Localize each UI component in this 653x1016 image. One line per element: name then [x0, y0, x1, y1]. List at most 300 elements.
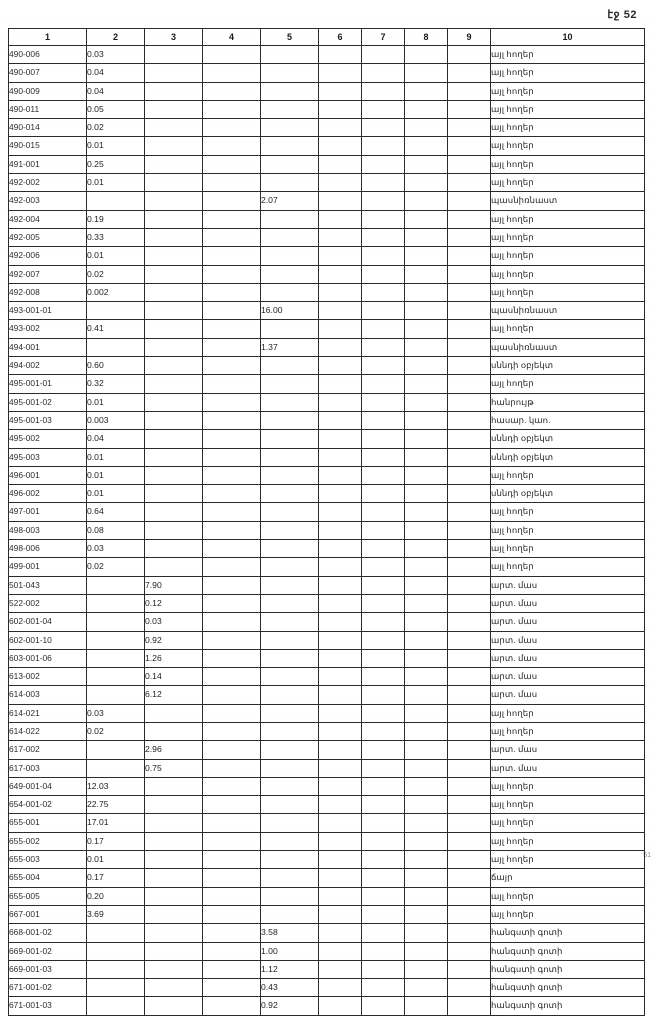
cell-code: 668-001-02	[9, 924, 87, 942]
cell-col2: 0.01	[87, 247, 145, 265]
cell-col5	[261, 905, 319, 923]
cell-col6	[319, 942, 362, 960]
cell-col6	[319, 430, 362, 448]
table-row	[9, 247, 645, 265]
cell-col6	[319, 320, 362, 338]
cell-col6	[319, 192, 362, 210]
cell-col4	[203, 174, 261, 192]
cell-col8	[405, 192, 448, 210]
cell-note: այլ հողեր	[491, 137, 645, 155]
cell-col6	[319, 46, 362, 64]
column-header-2: 2	[87, 29, 145, 46]
cell-code: 617-002	[9, 741, 87, 759]
cell-col9	[448, 704, 491, 722]
cell-code: 490-011	[9, 100, 87, 118]
cell-note: սննդի օբյեկտ	[491, 485, 645, 503]
cell-col7	[362, 247, 405, 265]
cell-note: այլ հողեր	[491, 82, 645, 100]
cell-col6	[319, 905, 362, 923]
cell-note: այլ հողեր	[491, 503, 645, 521]
cell-col4	[203, 979, 261, 997]
cell-note: այլ հողեր	[491, 832, 645, 850]
table-row	[9, 905, 645, 923]
table-row	[9, 357, 645, 375]
cell-col5	[261, 357, 319, 375]
cell-col6	[319, 448, 362, 466]
table-row	[9, 265, 645, 283]
cell-col5	[261, 448, 319, 466]
cell-col8	[405, 375, 448, 393]
table-row	[9, 759, 645, 777]
column-header-1: 1	[9, 29, 87, 46]
cell-col7	[362, 100, 405, 118]
cell-col7	[362, 558, 405, 576]
cell-col4	[203, 814, 261, 832]
cell-code: 654-001-02	[9, 796, 87, 814]
cell-code: 669-001-02	[9, 942, 87, 960]
cell-note: արտ. մաս	[491, 668, 645, 686]
cell-col2	[87, 686, 145, 704]
column-header-9: 9	[448, 29, 491, 46]
cell-col3	[145, 393, 203, 411]
cell-col6	[319, 100, 362, 118]
table-row	[9, 777, 645, 795]
cell-col9	[448, 210, 491, 228]
cell-note: արտ. մաս	[491, 631, 645, 649]
cell-col4	[203, 485, 261, 503]
cell-col8	[405, 613, 448, 631]
cell-col9	[448, 192, 491, 210]
cell-code: 602-001-04	[9, 613, 87, 631]
cell-col8	[405, 485, 448, 503]
cell-col6	[319, 521, 362, 539]
cell-col9	[448, 503, 491, 521]
cell-code: 493-001-01	[9, 302, 87, 320]
cell-col4	[203, 796, 261, 814]
cell-col4	[203, 320, 261, 338]
cell-note: արտ. մաս	[491, 759, 645, 777]
cell-col4	[203, 997, 261, 1015]
cell-col5: 3.58	[261, 924, 319, 942]
cell-col2: 0.19	[87, 210, 145, 228]
cell-col6	[319, 594, 362, 612]
cell-code: 671-001-02	[9, 979, 87, 997]
cell-col7	[362, 503, 405, 521]
cell-code: 495-001-02	[9, 393, 87, 411]
table-row	[9, 722, 645, 740]
cell-note: այլ հողեր	[491, 558, 645, 576]
table-row	[9, 192, 645, 210]
cell-col6	[319, 777, 362, 795]
table-row	[9, 466, 645, 484]
cell-col2: 0.60	[87, 357, 145, 375]
cell-col2	[87, 979, 145, 997]
cell-code: 498-006	[9, 540, 87, 558]
cell-code: 490-007	[9, 64, 87, 82]
cell-col9	[448, 613, 491, 631]
cell-col9	[448, 119, 491, 137]
cell-note: արտ. մաս	[491, 576, 645, 594]
table-row	[9, 338, 645, 356]
cell-col9	[448, 430, 491, 448]
cell-col3	[145, 448, 203, 466]
cell-col3	[145, 119, 203, 137]
table-row	[9, 832, 645, 850]
cell-col6	[319, 393, 362, 411]
table-row	[9, 448, 645, 466]
cell-note: հանրույթ	[491, 393, 645, 411]
cell-note: այլ հողեր	[491, 777, 645, 795]
cell-col6	[319, 851, 362, 869]
cell-col9	[448, 869, 491, 887]
cell-col9	[448, 375, 491, 393]
cell-note: այլ հողեր	[491, 722, 645, 740]
cell-col2: 0.02	[87, 119, 145, 137]
side-margin-mark: 51	[643, 852, 651, 859]
cell-col4	[203, 357, 261, 375]
cell-col8	[405, 46, 448, 64]
cell-col5	[261, 887, 319, 905]
cell-col6	[319, 228, 362, 246]
cell-col7	[362, 521, 405, 539]
cell-col3: 6.12	[145, 686, 203, 704]
cell-col8	[405, 357, 448, 375]
cell-col6	[319, 210, 362, 228]
cell-code: 492-007	[9, 265, 87, 283]
cell-code: 669-001-03	[9, 960, 87, 978]
cell-col8	[405, 283, 448, 301]
cell-col4	[203, 503, 261, 521]
cell-col2: 3.69	[87, 905, 145, 923]
cell-col7	[362, 228, 405, 246]
cell-col2: 0.04	[87, 82, 145, 100]
cell-col7	[362, 905, 405, 923]
cell-col7	[362, 796, 405, 814]
cell-col6	[319, 722, 362, 740]
cell-col7	[362, 540, 405, 558]
cell-col5	[261, 411, 319, 429]
cell-note: այլ հողեր	[491, 247, 645, 265]
cell-col4	[203, 613, 261, 631]
cell-code: 655-003	[9, 851, 87, 869]
cell-col9	[448, 466, 491, 484]
cell-col8	[405, 631, 448, 649]
cell-code: 614-003	[9, 686, 87, 704]
cell-col2	[87, 997, 145, 1015]
cell-col2: 0.03	[87, 540, 145, 558]
cell-col2	[87, 668, 145, 686]
cell-col4	[203, 924, 261, 942]
cell-note: սննդի օբյեկտ	[491, 448, 645, 466]
cell-col8	[405, 247, 448, 265]
cell-col6	[319, 668, 362, 686]
cell-code: 492-002	[9, 174, 87, 192]
cell-code: 496-001	[9, 466, 87, 484]
cell-code: 655-004	[9, 869, 87, 887]
cell-col2: 0.02	[87, 265, 145, 283]
cell-col5	[261, 686, 319, 704]
table-row	[9, 283, 645, 301]
cell-col3	[145, 942, 203, 960]
cell-col3	[145, 302, 203, 320]
cell-col2: 0.04	[87, 430, 145, 448]
cell-col3: 2.96	[145, 741, 203, 759]
cell-col5	[261, 485, 319, 503]
cell-code: 495-001-01	[9, 375, 87, 393]
cell-col5	[261, 668, 319, 686]
cell-col9	[448, 942, 491, 960]
table-row	[9, 942, 645, 960]
cell-col7	[362, 411, 405, 429]
cell-col4	[203, 869, 261, 887]
cell-col7	[362, 283, 405, 301]
cell-col9	[448, 283, 491, 301]
cell-col7	[362, 979, 405, 997]
cell-col8	[405, 302, 448, 320]
table-row	[9, 924, 645, 942]
cell-note: այլ հողեր	[491, 265, 645, 283]
cell-col8	[405, 887, 448, 905]
table-header-row	[9, 29, 645, 46]
cell-col5	[261, 82, 319, 100]
cell-col4	[203, 576, 261, 594]
cell-col8	[405, 979, 448, 997]
cell-col4	[203, 155, 261, 173]
cell-col7	[362, 192, 405, 210]
column-header-6: 6	[319, 29, 362, 46]
cell-col9	[448, 137, 491, 155]
table-row	[9, 814, 645, 832]
cell-col9	[448, 668, 491, 686]
cell-col2: 0.03	[87, 704, 145, 722]
cell-code: 655-001	[9, 814, 87, 832]
cell-note: այլ հողեր	[491, 155, 645, 173]
cell-col6	[319, 411, 362, 429]
cell-col4	[203, 302, 261, 320]
table-row	[9, 119, 645, 137]
cell-col4	[203, 338, 261, 356]
cell-col7	[362, 119, 405, 137]
cell-col2: 0.04	[87, 64, 145, 82]
cell-col5	[261, 375, 319, 393]
cell-col5	[261, 119, 319, 137]
cell-col2: 22.75	[87, 796, 145, 814]
cell-col9	[448, 960, 491, 978]
table-row	[9, 430, 645, 448]
cell-col4	[203, 466, 261, 484]
cell-col9	[448, 46, 491, 64]
cell-col2	[87, 192, 145, 210]
cell-col6	[319, 265, 362, 283]
cell-col4	[203, 375, 261, 393]
cell-col8	[405, 100, 448, 118]
table-row	[9, 869, 645, 887]
cell-note: այլ հողեր	[491, 375, 645, 393]
cell-col4	[203, 119, 261, 137]
cell-col8	[405, 594, 448, 612]
cell-col2: 0.01	[87, 137, 145, 155]
cell-col4	[203, 393, 261, 411]
cell-col2: 0.01	[87, 485, 145, 503]
cell-col7	[362, 320, 405, 338]
cell-code: 492-003	[9, 192, 87, 210]
cell-col2: 12.03	[87, 777, 145, 795]
table-row	[9, 796, 645, 814]
table-row	[9, 485, 645, 503]
cell-col7	[362, 338, 405, 356]
cell-col7	[362, 174, 405, 192]
cell-note: այլ հողեր	[491, 466, 645, 484]
cell-col5	[261, 759, 319, 777]
cell-note: հանգստի գոտի	[491, 924, 645, 942]
cell-col9	[448, 411, 491, 429]
cell-col3: 0.92	[145, 631, 203, 649]
cell-col3	[145, 960, 203, 978]
table-row	[9, 649, 645, 667]
cell-code: 495-002	[9, 430, 87, 448]
cell-col3	[145, 228, 203, 246]
cell-note: հանգստի գոտի	[491, 979, 645, 997]
cell-col3: 0.03	[145, 613, 203, 631]
cell-code: 613-002	[9, 668, 87, 686]
cell-code: 495-003	[9, 448, 87, 466]
cell-col8	[405, 137, 448, 155]
cell-col2: 0.17	[87, 832, 145, 850]
cell-col7	[362, 924, 405, 942]
cell-col2	[87, 631, 145, 649]
cell-col3	[145, 905, 203, 923]
table-row	[9, 613, 645, 631]
cell-col5	[261, 649, 319, 667]
cell-col2: 0.17	[87, 869, 145, 887]
cell-col4	[203, 192, 261, 210]
table-row	[9, 558, 645, 576]
cell-note: այլ հողեր	[491, 796, 645, 814]
cell-col4	[203, 960, 261, 978]
cell-col8	[405, 759, 448, 777]
cell-code: 490-006	[9, 46, 87, 64]
cell-col3	[145, 46, 203, 64]
table-row	[9, 82, 645, 100]
cell-col2: 0.32	[87, 375, 145, 393]
cell-col4	[203, 247, 261, 265]
cell-note: պասնիռնաստ	[491, 192, 645, 210]
cell-col8	[405, 668, 448, 686]
cell-col4	[203, 832, 261, 850]
cell-code: 655-002	[9, 832, 87, 850]
cell-col8	[405, 558, 448, 576]
cell-col2: 0.25	[87, 155, 145, 173]
cell-col9	[448, 686, 491, 704]
cell-col4	[203, 594, 261, 612]
cell-col3	[145, 924, 203, 942]
cell-col9	[448, 905, 491, 923]
cell-col6	[319, 64, 362, 82]
cell-note: այլ հողեր	[491, 174, 645, 192]
cell-col7	[362, 46, 405, 64]
cell-col6	[319, 174, 362, 192]
cell-col5	[261, 228, 319, 246]
cell-col7	[362, 430, 405, 448]
cell-col7	[362, 393, 405, 411]
cell-col5	[261, 521, 319, 539]
cell-code: 522-002	[9, 594, 87, 612]
cell-col6	[319, 979, 362, 997]
cell-col3	[145, 357, 203, 375]
cell-col3	[145, 137, 203, 155]
cell-col7	[362, 485, 405, 503]
cell-col4	[203, 46, 261, 64]
cell-col3	[145, 82, 203, 100]
cell-col9	[448, 228, 491, 246]
cell-col3	[145, 503, 203, 521]
cell-note: հանգստի գոտի	[491, 960, 645, 978]
cell-col8	[405, 777, 448, 795]
cell-col7	[362, 704, 405, 722]
cell-col8	[405, 521, 448, 539]
cell-code: 501-043	[9, 576, 87, 594]
cell-code: 499-001	[9, 558, 87, 576]
cell-col4	[203, 100, 261, 118]
cell-col2: 0.01	[87, 851, 145, 869]
cell-col8	[405, 814, 448, 832]
table-row	[9, 302, 645, 320]
cell-col7	[362, 869, 405, 887]
cell-col6	[319, 887, 362, 905]
cell-col7	[362, 759, 405, 777]
cell-col3: 0.14	[145, 668, 203, 686]
cell-col9	[448, 521, 491, 539]
cell-code: 495-001-03	[9, 411, 87, 429]
cell-col7	[362, 631, 405, 649]
cell-col9	[448, 155, 491, 173]
cell-col4	[203, 668, 261, 686]
column-header-10: 10	[491, 29, 645, 46]
cell-col4	[203, 430, 261, 448]
cell-col7	[362, 887, 405, 905]
cell-col6	[319, 137, 362, 155]
cell-col2: 0.02	[87, 558, 145, 576]
table-row	[9, 851, 645, 869]
cell-col6	[319, 283, 362, 301]
cell-col5	[261, 594, 319, 612]
cell-col6	[319, 338, 362, 356]
table-row	[9, 540, 645, 558]
cell-col5	[261, 869, 319, 887]
table-row	[9, 64, 645, 82]
cell-col4	[203, 411, 261, 429]
cell-col5	[261, 46, 319, 64]
cell-col4	[203, 704, 261, 722]
cell-col7	[362, 302, 405, 320]
cell-col7	[362, 997, 405, 1015]
table-row	[9, 155, 645, 173]
cell-col9	[448, 265, 491, 283]
cell-col8	[405, 430, 448, 448]
cell-code: 490-015	[9, 137, 87, 155]
cell-col3	[145, 320, 203, 338]
cell-code: 490-014	[9, 119, 87, 137]
cell-col7	[362, 668, 405, 686]
cell-col9	[448, 979, 491, 997]
cell-col7	[362, 357, 405, 375]
cell-col5	[261, 576, 319, 594]
cell-col3	[145, 832, 203, 850]
cell-col6	[319, 997, 362, 1015]
cell-col9	[448, 393, 491, 411]
cell-code: 494-002	[9, 357, 87, 375]
cell-col2	[87, 942, 145, 960]
